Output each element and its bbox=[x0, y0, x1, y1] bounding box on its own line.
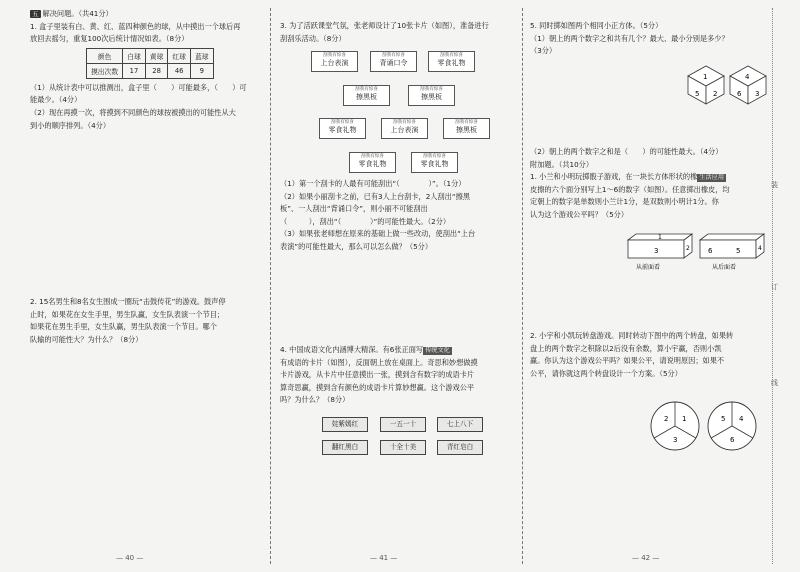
scratch-card: 刮我有惊喜 零食礼物 bbox=[319, 118, 366, 139]
eraser-blocks bbox=[624, 232, 784, 272]
table-header-row bbox=[87, 48, 214, 63]
q5-sub2: （2）朝上的两个数字之和是（ ）的可能性最大。（4分） bbox=[530, 147, 723, 156]
scratch-card: 刮我有惊喜 上台表演 bbox=[381, 118, 428, 139]
fold-line bbox=[270, 8, 271, 564]
life-application-tag: 生活应用 bbox=[699, 174, 725, 182]
eraser-face-label: 6 bbox=[708, 247, 713, 255]
table-cell: 46 bbox=[168, 63, 191, 78]
eraser-face-label: 2 bbox=[686, 245, 690, 252]
q1-text: 1. 盒子里装有白、黄、红、蓝四种颜色的球，从中摸出一个球后再 放回去摇匀，重复100次后统计情况如表。（8分） bbox=[30, 21, 241, 44]
binding-label: 订 bbox=[771, 283, 778, 291]
scratch-card: 刮我有惊喜 零食礼物 bbox=[428, 51, 475, 72]
page-40 bbox=[0, 0, 268, 572]
cube-face-label: 2 bbox=[713, 90, 718, 98]
table-header: 颜色 bbox=[87, 48, 123, 63]
scratch-card: 刮我有惊喜 背诵口令 bbox=[370, 51, 417, 72]
scratch-card: 刮我有惊喜 擦黑板 bbox=[343, 85, 390, 106]
eraser-face-label: 1 bbox=[658, 234, 662, 241]
q1-sub2: （2）现在再摸一次，将摸到不同颜色的球按被摸出的可能性从大 到小的顺序排列。（4分） bbox=[30, 107, 236, 130]
spinners bbox=[648, 398, 760, 454]
table-row-label: 摸出次数 bbox=[87, 63, 123, 78]
cube-face-label: 1 bbox=[703, 73, 708, 81]
binding-label: 装 bbox=[771, 181, 778, 189]
caption-front-view: 从前面看 bbox=[636, 264, 661, 271]
eraser-back bbox=[700, 234, 764, 258]
bonus-q2-text: 2. 小宇和小凯玩转盘游戏。同时转动下图中的两个转盘，如果转 盘上的两个数字之积除以2后没有余数，算小宇赢，否则小凯 赢。你认为这个游戏公平吗？如果公平，请说明原因；如果不 公平，请你就这两个转盘设计一个方案。（5分） bbox=[530, 331, 734, 378]
traditional-culture-tag: 传统文化 bbox=[425, 347, 450, 354]
idiom-card: 十全十美 bbox=[380, 440, 426, 455]
table-header: 红球 bbox=[168, 48, 191, 63]
page-number: — 41 — bbox=[370, 554, 398, 562]
table-header: 黄球 bbox=[145, 48, 168, 63]
spinner-number: 3 bbox=[673, 436, 678, 444]
table-header: 白球 bbox=[123, 48, 146, 63]
dice-cubes bbox=[684, 62, 774, 106]
table-cell: 28 bbox=[145, 63, 168, 78]
section-title: 解决问题。（共41分） bbox=[42, 9, 113, 18]
cube-face-label: 6 bbox=[737, 90, 742, 98]
scratch-card: 刮我有惊喜 上台表演 bbox=[311, 51, 358, 72]
idiom-card: 一五一十 bbox=[380, 417, 426, 432]
page-42 bbox=[524, 0, 800, 572]
table-row bbox=[87, 63, 214, 78]
eraser-face-label: 3 bbox=[654, 247, 659, 255]
idiom-card: 姹紫嫣红 bbox=[322, 417, 368, 432]
q5-sub1: （1）朝上的两个数字之和共有几个？最大、最小分别是多少？ （3分） bbox=[530, 33, 729, 56]
eraser-face-label: 5 bbox=[736, 247, 741, 255]
cube-1 bbox=[688, 66, 724, 104]
eraser-face-label: 4 bbox=[758, 245, 762, 252]
q1-sub1: （1）从统计表中可以推测出，盒子里（ ）可能最多，（ ）可 能最少。（4分） bbox=[30, 82, 247, 105]
fold-line bbox=[522, 8, 523, 564]
spinner-2 bbox=[708, 402, 756, 450]
cube-face-label: 5 bbox=[695, 90, 700, 98]
section-badge: 五 bbox=[32, 10, 39, 18]
ball-stats-table bbox=[86, 48, 214, 79]
spinner-number: 6 bbox=[730, 436, 735, 444]
table-cell: 9 bbox=[190, 63, 213, 78]
eraser-front bbox=[628, 234, 692, 258]
q3-sub1: （1）第一个刮卡的人最有可能刮出“（ ）”。（1分） bbox=[280, 179, 466, 188]
page-41 bbox=[272, 0, 520, 572]
scratch-card: 刮我有惊喜 零食礼物 bbox=[349, 152, 396, 173]
cube-2 bbox=[730, 66, 766, 104]
spinner-number: 4 bbox=[739, 415, 744, 423]
q3-sub3: （3）如果张老师想在原来的基础上做一些改动，使刮出“上台 表演”的可能性最大，那么可以怎么做？（5分） bbox=[280, 229, 476, 251]
caption-back-view: 从后面看 bbox=[712, 264, 737, 271]
cube-face-label: 4 bbox=[745, 73, 750, 81]
bonus-q1-text: 1. 小兰和小明玩掷骰子游戏，在一块长方体形状的橡 生活应用 皮擦的六个面分别写上1～6的数字（如图）。任意掷出橡皮，均 定朝上的数字是单数则小兰计1分，是双数则小明计1分。你 认为这个游戏公平吗？（5分） bbox=[530, 172, 730, 219]
q5-text: 5. 同时掷如图两个相同小正方体。（5分） bbox=[530, 21, 663, 30]
idiom-card: 翻红黑白 bbox=[322, 440, 368, 455]
scratch-card: 刮我有惊喜 零食礼物 bbox=[411, 152, 458, 173]
spinner-number: 2 bbox=[664, 415, 669, 423]
section-heading bbox=[30, 8, 266, 21]
spinner-1 bbox=[651, 402, 699, 450]
scratch-card: 刮我有惊喜 擦黑板 bbox=[408, 85, 455, 106]
spinner-number: 1 bbox=[682, 415, 687, 423]
cube-face-label: 3 bbox=[755, 90, 760, 98]
table-cell: 17 bbox=[123, 63, 146, 78]
idiom-card: 青红皂白 bbox=[437, 440, 483, 455]
page-number: — 42 — bbox=[632, 554, 660, 562]
q2-text: 2. 15名男生和8名女生围成一圈玩“击鼓传花”的游戏。鼓声停 止时，如果花在女生手里，男生队赢，女生队表演一个节目； 如果花在男生手里，女生队赢，男生队表演一个节目。哪个 队输的可能性大？为什么？（8分） bbox=[30, 297, 226, 344]
binding-line bbox=[772, 8, 773, 564]
q4-text: 4. 中国成语文化内涵博大精深。有6张正面写 传统文化 有成语的卡片（如图），反面朝上放在桌面上。奇思和妙想做摸 卡片游戏，从卡片中任意摸出一张，摸到含有数字的成语卡片 算奇思赢，摸到含有颜色的成语卡片算妙想赢。这个游戏公平 吗？为什么？（8分） bbox=[280, 345, 478, 405]
page-number: — 40 — bbox=[116, 554, 144, 562]
bonus-section-title: 附加题。（共10分） bbox=[530, 159, 594, 169]
idiom-card: 七上八下 bbox=[437, 417, 483, 432]
spinner-number: 5 bbox=[721, 415, 726, 423]
binding-label: 线 bbox=[771, 379, 778, 387]
q3-text: 3. 为了活跃课堂气氛，张老师设计了10张卡片（如图），准备进行 刮刮乐活动。（8分） bbox=[280, 21, 489, 43]
table-header: 蓝球 bbox=[190, 48, 213, 63]
scratch-card: 刮我有惊喜 擦黑板 bbox=[443, 118, 490, 139]
q3-sub2: （2）如果小丽刮卡之前，已有3人上台刮卡，2人刮出“擦黑 板”、一人刮出“背诵口令”，则小丽不可能刮出 （ ），刮出“（ ）”的可能性最大。（2分） bbox=[280, 191, 470, 226]
